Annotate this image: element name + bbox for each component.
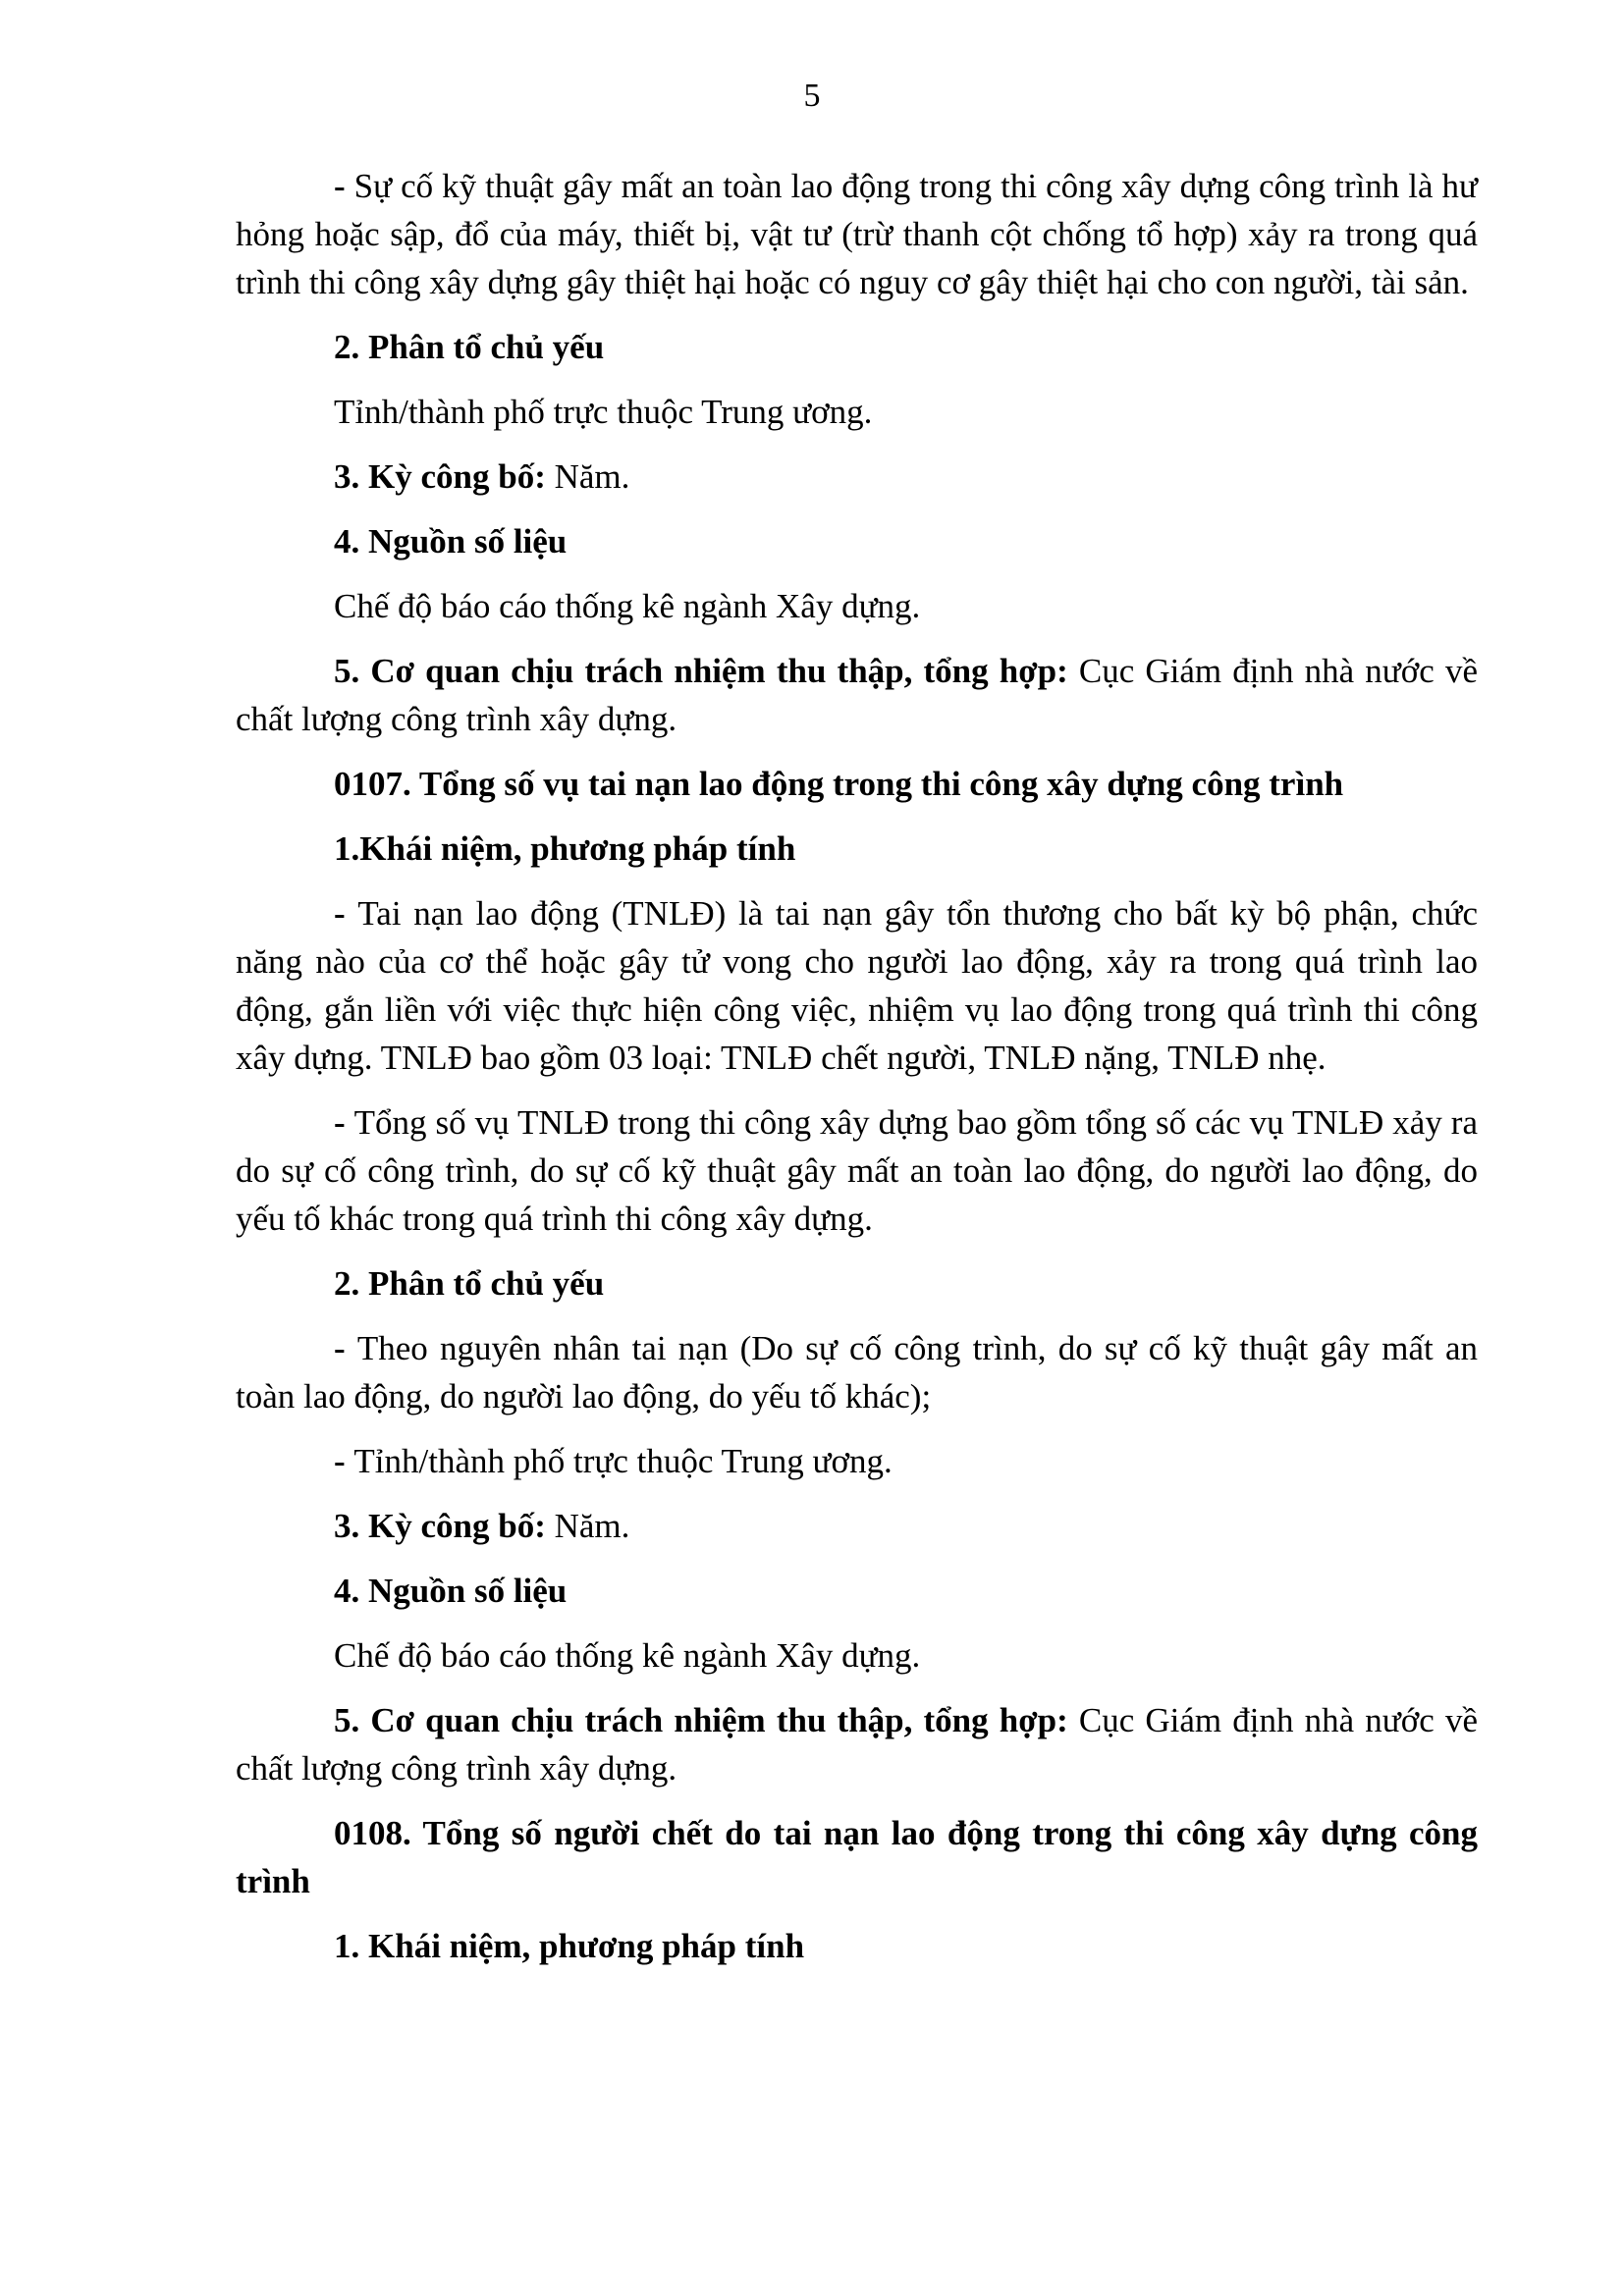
paragraph-publication-period [236, 453, 1478, 501]
heading-text: 5. Cơ quan chịu trách nhiệm thu thập, tổng hợp: [334, 1701, 1068, 1739]
paragraph-technical-incident-definition [236, 162, 1478, 306]
heading-text: 3. Kỳ công bố: [334, 1507, 546, 1545]
paragraph-text: Năm. [545, 457, 630, 496]
paragraph-text: Tỉnh/thành phố trực thuộc Trung ương. [353, 1442, 893, 1480]
page-number: 5 [803, 78, 821, 114]
heading-text: 3. Kỳ công bố: [334, 457, 546, 496]
bullet-dash: - [334, 894, 358, 933]
heading-concept-method [236, 1922, 1478, 1970]
paragraph-responsible-agency [236, 1696, 1478, 1792]
heading-main-breakdown [236, 323, 1478, 371]
heading-text: 0107. Tổng số vụ tai nạn lao động trong thi công xây dựng công trình [334, 765, 1344, 803]
paragraph-text: Cục Giám định nhà nước về chất lượng công trình xây dựng. [236, 1701, 1478, 1788]
heading-concept-method [236, 825, 1478, 873]
paragraph-breakdown-cause [236, 1324, 1478, 1420]
heading-text: 1.Khái niệm, phương pháp tính [334, 829, 796, 868]
paragraph-text: Tổng số vụ TNLĐ trong thi công xây dựng bao gồm tổng số các vụ TNLĐ xảy ra do sự cố công trình, do sự cố kỹ thuật gây mất an toàn lao động, do người lao động, do yếu tố khác trong quá trình thi công xây dựng. [236, 1103, 1479, 1238]
section-title-0107 [236, 760, 1478, 808]
bullet-dash: - [334, 1329, 357, 1367]
paragraph-data-source [236, 1631, 1478, 1680]
heading-data-source [236, 1567, 1478, 1615]
heading-data-source [236, 517, 1478, 565]
heading-text: 0108. Tổng số người chết do tai nạn lao động trong thi công xây dựng công trình [236, 1814, 1478, 1900]
paragraph-text: Chế độ báo cáo thống kê ngành Xây dựng. [334, 1636, 921, 1675]
paragraph-text: Năm. [545, 1507, 630, 1545]
paragraph-text: Sự cố kỹ thuật gây mất an toàn lao động trong thi công xây dựng công trình là hư hỏng hoặc sập, đổ của máy, thiết bị, vật tư (trừ thanh cột chống tổ hợp) xảy ra trong quá trình thi công xây dựng gây thiệt hại hoặc có nguy cơ gây thiệt hại cho con người, tài sản. [236, 167, 1479, 301]
section-title-0108 [236, 1809, 1478, 1905]
bullet-dash: - [334, 1442, 354, 1480]
paragraph-text: Tỉnh/thành phố trực thuộc Trung ương. [334, 393, 873, 431]
paragraph-publication-period [236, 1502, 1478, 1550]
paragraph-text: Theo nguyên nhân tai nạn (Do sự cố công trình, do sự cố kỹ thuật gây mất an toàn lao động, do người lao động, do yếu tố khác); [236, 1329, 1478, 1415]
bullet-dash: - [334, 167, 354, 205]
paragraph-text: Cục Giám định nhà nước về chất lượng công trình xây dựng. [236, 652, 1478, 738]
heading-text: 5. Cơ quan chịu trách nhiệm thu thập, tổng hợp: [334, 652, 1068, 690]
paragraph-labor-accident-definition [236, 889, 1478, 1082]
paragraph-text: Chế độ báo cáo thống kê ngành Xây dựng. [334, 587, 921, 625]
paragraph-breakdown-province [236, 1437, 1478, 1485]
heading-text: 2. Phân tổ chủ yếu [334, 328, 605, 366]
heading-text: 2. Phân tổ chủ yếu [334, 1264, 605, 1303]
heading-text: 4. Nguồn số liệu [334, 1572, 568, 1610]
heading-text: 1. Khái niệm, phương pháp tính [334, 1927, 805, 1965]
heading-text: 4. Nguồn số liệu [334, 522, 568, 561]
paragraph-data-source [236, 582, 1478, 630]
paragraph-total-accidents-definition [236, 1098, 1478, 1243]
heading-main-breakdown [236, 1259, 1478, 1308]
paragraph-responsible-agency [236, 647, 1478, 743]
paragraph-breakdown-province [236, 388, 1478, 436]
bullet-dash: - [334, 1103, 354, 1142]
paragraph-text: Tai nạn lao động (TNLĐ) là tai nạn gây tổn thương cho bất kỳ bộ phận, chức năng nào của cơ thể hoặc gây tử vong cho người lao động, xảy ra trong quá trình lao động, gắn liền với việc thực hiện công việc, nhiệm vụ lao động trong quá trình thi công xây dựng. TNLĐ bao gồm 03 loại: TNLĐ chết người, TNLĐ nặng, TNLĐ nhẹ. [236, 894, 1478, 1077]
document-body [236, 162, 1478, 1987]
